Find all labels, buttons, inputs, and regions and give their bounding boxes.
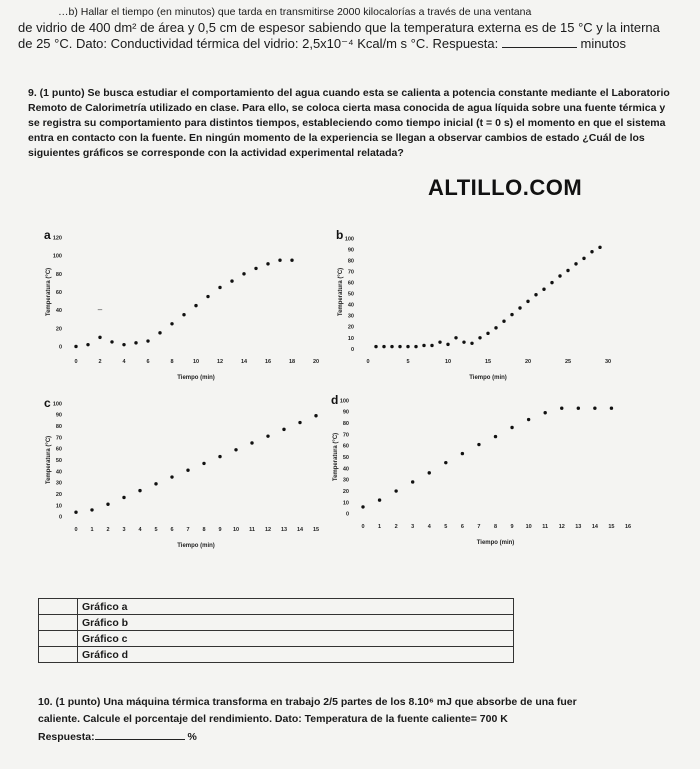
- option-checkbox[interactable]: [39, 631, 78, 647]
- y-tick-label: 20: [342, 489, 349, 496]
- chart-letter: d: [331, 393, 339, 407]
- x-tick-label: 6: [460, 524, 464, 530]
- q10-line-1: 10. (1 punto) Una máquina térmica transforma en trabajo 2/5 partes de los 8.10⁶ mJ que absorbe de una fuer: [38, 696, 577, 708]
- y-tick-label: 20: [55, 492, 62, 499]
- x-tick-label: 13: [280, 527, 288, 533]
- chart-letter: b: [336, 228, 344, 242]
- y-tick-label: 80: [347, 258, 354, 265]
- data-point: [218, 455, 221, 458]
- option-label: Gráfico d: [78, 647, 514, 663]
- data-point: [182, 313, 185, 316]
- x-tick-label: 14: [591, 524, 598, 530]
- q8-line-2: de vidrio de 400 dm² de área y 0,5 cm de espesor sabiendo que la temperatura externa es de 15 °C y la interna: [18, 20, 660, 35]
- x-axis-label: Tiempo (min): [469, 375, 507, 381]
- y-tick-label: 90: [342, 409, 349, 416]
- q10-answer-unit: %: [187, 731, 197, 743]
- x-axis-label: Tiempo (min): [177, 543, 215, 549]
- x-tick-label: 12: [216, 359, 224, 365]
- data-point: [510, 313, 513, 316]
- data-point: [394, 489, 397, 492]
- x-tick-label: 10: [525, 524, 532, 530]
- y-tick-label: 70: [342, 432, 349, 439]
- y-tick-label: 40: [347, 302, 354, 309]
- data-point: [290, 259, 293, 262]
- data-point: [266, 262, 269, 265]
- y-tick-label: 50: [342, 455, 349, 461]
- option-row[interactable]: [39, 647, 514, 663]
- option-row[interactable]: [39, 615, 514, 631]
- question-8: [18, 4, 683, 52]
- data-point: [560, 407, 563, 410]
- data-point: [86, 343, 89, 346]
- y-tick-label: 20: [55, 326, 62, 333]
- x-tick-label: 10: [192, 359, 200, 365]
- y-tick-label: 0: [58, 514, 62, 521]
- q10-line-2: caliente. Calcule el porcentaje del rendimiento. Dato: Temperatura de la fuente caliente= 700 K: [38, 713, 508, 725]
- data-point: [526, 300, 529, 303]
- data-point: [478, 336, 481, 339]
- data-point: [518, 306, 521, 309]
- data-point: [462, 340, 465, 343]
- x-tick-label: 13: [575, 524, 582, 530]
- data-point: [542, 288, 545, 291]
- data-point: [122, 343, 125, 346]
- x-tick-label: 12: [558, 524, 565, 530]
- y-tick-label: 70: [347, 269, 354, 276]
- data-point: [278, 259, 281, 262]
- y-tick-label: 60: [55, 446, 62, 453]
- x-tick-label: 18: [288, 359, 296, 365]
- x-tick-label: 1: [378, 524, 382, 530]
- y-axis-label: Temperatura (°C): [46, 267, 52, 317]
- data-point: [154, 482, 157, 485]
- watermark: ALTILLO.COM: [428, 175, 583, 200]
- data-point: [406, 345, 409, 348]
- data-point: [428, 471, 431, 474]
- y-axis-label: Temperatura (°C): [46, 435, 52, 485]
- x-tick-label: 6: [170, 527, 174, 533]
- chart-letter: c: [44, 396, 51, 410]
- data-point: [494, 435, 497, 438]
- data-point: [134, 341, 137, 344]
- data-point: [194, 304, 197, 307]
- data-point: [206, 295, 209, 298]
- data-point: [382, 345, 385, 348]
- option-checkbox[interactable]: [39, 599, 78, 615]
- data-point: [510, 426, 513, 429]
- data-point: [361, 505, 364, 508]
- data-point: [374, 345, 377, 348]
- y-tick-label: 120: [52, 235, 62, 242]
- data-point: [110, 340, 113, 343]
- data-point: [90, 508, 93, 511]
- x-tick-label: 4: [138, 527, 142, 533]
- y-tick-label: 40: [342, 466, 349, 473]
- x-tick-label: 8: [202, 527, 206, 533]
- x-tick-label: 7: [186, 527, 190, 533]
- y-tick-label: 30: [55, 480, 62, 487]
- data-point: [106, 503, 109, 506]
- data-point: [138, 489, 141, 492]
- chart-b: [330, 225, 620, 385]
- data-point: [593, 407, 596, 410]
- data-point: [577, 407, 580, 410]
- answer-options-table: [38, 598, 514, 663]
- data-point: [186, 469, 189, 472]
- chart-annotation: –: [97, 305, 103, 315]
- data-point: [266, 434, 269, 437]
- data-point: [430, 344, 433, 347]
- y-tick-label: 20: [347, 324, 354, 331]
- y-tick-label: 0: [350, 346, 354, 353]
- y-tick-label: 30: [347, 313, 354, 320]
- y-tick-label: 30: [342, 477, 349, 484]
- x-tick-label: 14: [240, 359, 248, 365]
- data-point: [527, 418, 530, 421]
- x-tick-label: 5: [444, 524, 448, 530]
- data-point: [566, 269, 569, 272]
- y-tick-label: 90: [55, 412, 62, 419]
- chart-svg: [38, 393, 328, 553]
- x-tick-label: 4: [427, 524, 431, 530]
- option-label: Gráfico a: [78, 599, 514, 615]
- data-point: [146, 339, 149, 342]
- x-tick-label: 3: [411, 524, 415, 530]
- option-checkbox[interactable]: [39, 615, 78, 631]
- y-tick-label: 50: [55, 458, 62, 464]
- data-point: [574, 262, 577, 265]
- y-tick-label: 80: [55, 423, 62, 430]
- data-point: [254, 267, 257, 270]
- y-tick-label: 100: [52, 253, 62, 260]
- x-tick-label: 0: [74, 527, 78, 533]
- data-point: [234, 448, 237, 451]
- data-point: [250, 441, 253, 444]
- data-point: [378, 498, 381, 501]
- x-tick-label: 9: [218, 527, 222, 533]
- data-point: [477, 443, 480, 446]
- y-tick-label: 60: [342, 443, 349, 450]
- q10-answer: [38, 728, 698, 746]
- option-label: Gráfico c: [78, 631, 514, 647]
- data-point: [598, 246, 601, 249]
- data-point: [502, 320, 505, 323]
- data-point: [590, 250, 593, 253]
- data-point: [444, 461, 447, 464]
- y-tick-label: 70: [55, 435, 62, 442]
- data-point: [422, 344, 425, 347]
- y-tick-label: 100: [344, 236, 354, 243]
- chart-a: [38, 225, 328, 385]
- x-tick-label: 16: [624, 524, 632, 530]
- q8-unit: minutos: [580, 36, 627, 51]
- x-tick-label: 3: [122, 527, 126, 533]
- data-point: [414, 345, 417, 348]
- y-tick-label: 80: [342, 420, 349, 427]
- data-point: [122, 496, 125, 499]
- data-point: [454, 336, 457, 339]
- x-tick-label: 0: [74, 359, 78, 365]
- x-tick-label: 5: [406, 359, 410, 365]
- q8-answer-blank[interactable]: [502, 36, 577, 48]
- y-tick-label: 0: [58, 344, 62, 351]
- x-tick-label: 15: [484, 359, 492, 365]
- chart-d: [325, 390, 640, 550]
- option-checkbox[interactable]: [39, 647, 78, 663]
- y-tick-label: 0: [345, 511, 349, 518]
- data-point: [282, 428, 285, 431]
- data-point: [218, 286, 221, 289]
- data-point: [74, 510, 77, 513]
- data-point: [314, 414, 317, 417]
- data-point: [486, 332, 489, 335]
- data-point: [170, 322, 173, 325]
- data-point: [202, 462, 205, 465]
- q8-line-3-text: de 25 °C. Dato: Conductividad térmica del vidrio: 2,5x10⁻⁴ Kcal/m s °C. Respuesta:: [18, 36, 499, 51]
- x-tick-label: 12: [264, 527, 272, 533]
- x-tick-label: 0: [361, 524, 365, 530]
- data-point: [170, 475, 173, 478]
- x-tick-label: 20: [312, 359, 320, 365]
- data-point: [158, 331, 161, 334]
- y-tick-label: 100: [339, 398, 349, 405]
- chart-svg: [38, 225, 328, 385]
- y-axis-label: Temperatura (°C): [333, 432, 339, 482]
- y-tick-label: 90: [347, 247, 354, 254]
- q8-line-1: …b) Hallar el tiempo (en minutos) que tarda en transmitirse 2000 kilocalorías a través de una ventana: [58, 6, 532, 18]
- y-tick-label: 100: [52, 401, 62, 408]
- data-point: [298, 421, 301, 424]
- data-point: [411, 480, 414, 483]
- question-9: 9. (1 punto) Se busca estudiar el comportamiento del agua cuando esta se calienta a potencia constante mediante el Laboratorio Remoto de Calorimetría utilizado en clase. Para ello, se coloca cierta masa conocida de agua líquida sobre una fuente térmica y se registra su comportamiento para distintos tiempos, estableciendo como tiempo inicial (t = 0 s) el momento en que el sistema entra en contacto con la fuente. En ningún momento de la experiencia se llegan a observar cambios de estado ¿Cuál de los siguientes gráficos se corresponde con la actividad experimental relatada?: [28, 87, 670, 159]
- x-tick-label: 8: [170, 359, 174, 365]
- q10-answer-blank[interactable]: [95, 728, 185, 740]
- option-row[interactable]: [39, 631, 514, 647]
- option-label: Gráfico b: [78, 615, 514, 631]
- x-tick-label: 14: [296, 527, 304, 533]
- x-tick-label: 9: [510, 524, 514, 530]
- x-tick-label: 16: [264, 359, 272, 365]
- data-point: [582, 257, 585, 260]
- option-row[interactable]: [39, 599, 514, 615]
- chart-letter: a: [44, 228, 51, 242]
- x-tick-label: 0: [366, 359, 370, 365]
- q10-answer-label: Respuesta:: [38, 731, 95, 743]
- data-point: [398, 345, 401, 348]
- data-point: [446, 343, 449, 346]
- x-axis-label: Tiempo (min): [177, 375, 215, 381]
- data-point: [74, 345, 77, 348]
- x-tick-label: 8: [493, 524, 498, 530]
- data-point: [230, 279, 233, 282]
- x-tick-label: 20: [524, 359, 532, 365]
- y-tick-label: 10: [55, 503, 62, 510]
- y-axis-label: Temperatura (°C): [338, 267, 344, 317]
- chart-svg: [330, 225, 620, 385]
- y-tick-label: 60: [55, 290, 62, 296]
- x-tick-label: 1: [90, 527, 94, 533]
- x-tick-label: 7: [477, 524, 481, 530]
- x-tick-label: 15: [312, 527, 320, 533]
- x-tick-label: 11: [542, 524, 549, 530]
- data-point: [98, 336, 101, 339]
- y-tick-label: 60: [347, 280, 354, 287]
- x-tick-label: 2: [98, 359, 102, 365]
- x-tick-label: 10: [444, 359, 452, 365]
- data-point: [558, 274, 561, 277]
- y-tick-label: 40: [55, 308, 62, 315]
- x-tick-label: 11: [249, 527, 255, 533]
- data-point: [470, 342, 473, 345]
- data-point: [390, 345, 393, 348]
- y-tick-label: 10: [347, 335, 354, 342]
- x-tick-label: 2: [394, 524, 398, 530]
- data-point: [438, 340, 441, 343]
- x-tick-label: 4: [122, 359, 126, 365]
- y-tick-label: 40: [55, 469, 62, 476]
- x-tick-label: 15: [608, 524, 615, 530]
- y-tick-label: 10: [342, 500, 349, 507]
- data-point: [461, 452, 464, 455]
- x-tick-label: 2: [106, 527, 110, 533]
- x-axis-label: Tiempo (min): [476, 540, 515, 546]
- y-tick-label: 50: [347, 291, 354, 298]
- x-tick-label: 30: [604, 359, 612, 365]
- chart-svg: [325, 390, 640, 550]
- q8-line-3: [18, 36, 683, 52]
- chart-c: [38, 393, 328, 553]
- data-point: [610, 407, 613, 410]
- data-point: [543, 411, 546, 414]
- data-point: [242, 272, 245, 275]
- y-tick-label: 80: [55, 271, 62, 278]
- x-tick-label: 5: [154, 527, 158, 533]
- data-point: [534, 293, 537, 296]
- data-point: [550, 281, 553, 284]
- x-tick-label: 6: [146, 359, 150, 365]
- data-point: [494, 326, 497, 329]
- x-tick-label: 25: [564, 359, 572, 365]
- question-10: [38, 694, 698, 746]
- x-tick-label: 10: [232, 527, 240, 533]
